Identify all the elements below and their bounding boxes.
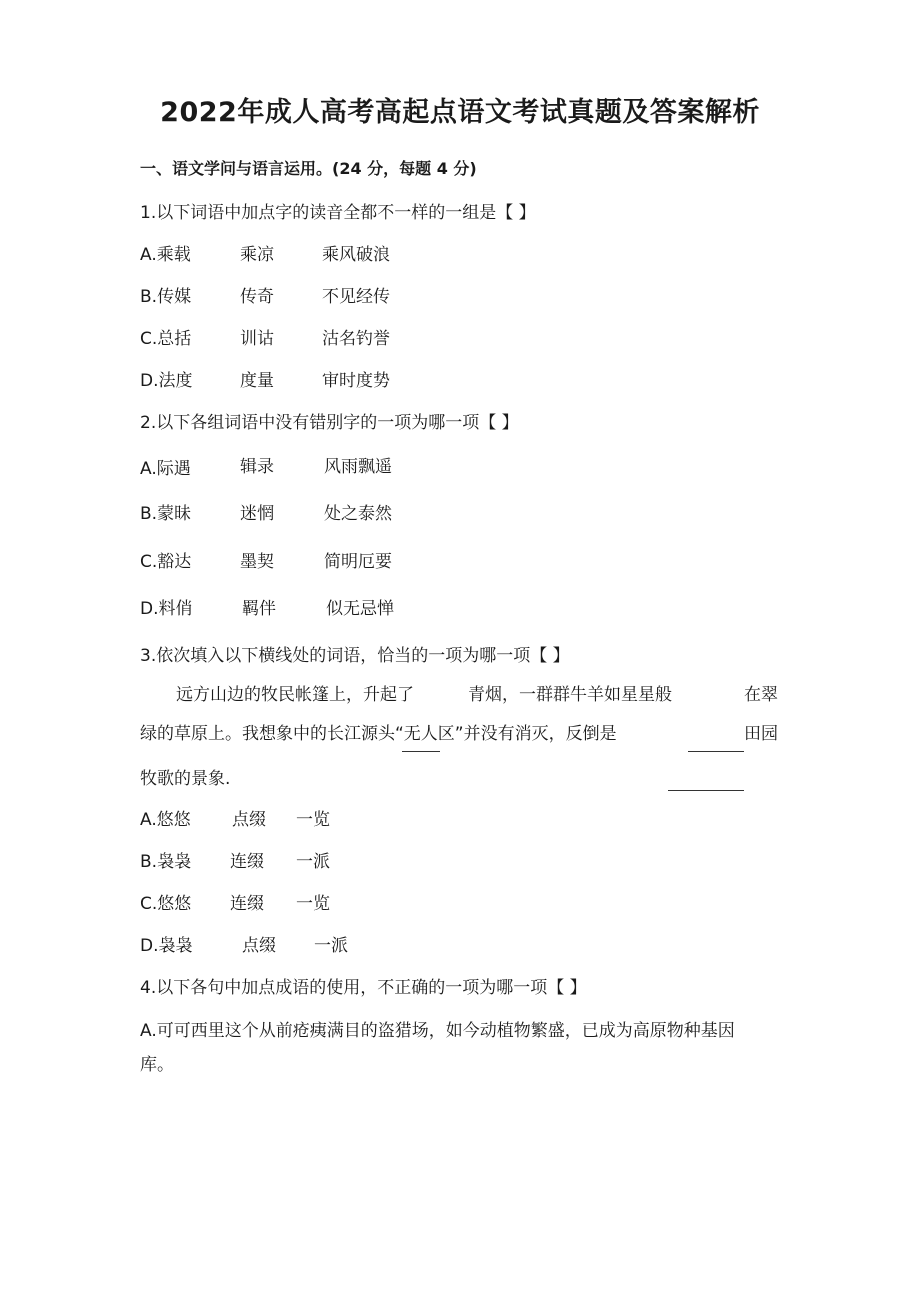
q3-option-c-label: C.悠悠 [140, 894, 192, 914]
question-1-stem: 1.以下词语中加点字的读音全都不一样的一组是【 】 [140, 203, 536, 223]
q2-option-b-label: B.蒙昧 [140, 504, 192, 524]
q3-blank-3 [668, 790, 744, 791]
question-3-stem: 3.依次填入以下横线处的词语，恰当的一项为哪一项【 】 [140, 646, 570, 666]
q3-passage-line1-part3: 在翠 [744, 685, 778, 705]
q3-option-b-label: B.袅袅 [140, 852, 192, 872]
q1-option-d-word2: 度量 [240, 371, 274, 391]
q1-option-d-label: D.法度 [140, 371, 193, 391]
question-2-stem: 2.以下各组词语中没有错别字的一项为哪一项【 】 [140, 413, 519, 433]
q3-passage-line1-part2: 青烟，一群群牛羊如星星般 [468, 685, 672, 705]
q2-option-d-word3: 似无忌惮 [326, 599, 394, 619]
q1-option-c-label: C.总括 [140, 329, 192, 349]
section-heading: 一、语文学问与语言运用。(24 分，每题 4 分) [140, 159, 477, 178]
q3-option-a-word2: 点缀 [232, 810, 266, 830]
q2-option-d-label: D.料俏 [140, 599, 193, 619]
q3-option-a-word3: 一览 [296, 810, 330, 830]
q3-option-c-word3: 一览 [296, 894, 330, 914]
q2-option-d-word2: 羁伴 [242, 599, 276, 619]
q2-option-b-word2: 迷惘 [240, 504, 274, 524]
q2-option-a-word2: 辑录 [240, 457, 274, 477]
q1-option-b-word2: 传奇 [240, 287, 274, 307]
q3-option-d-label: D.袅袅 [140, 936, 193, 956]
q2-option-b-word3: 处之泰然 [324, 504, 392, 524]
q3-passage-line3: 牧歌的景象. [140, 769, 231, 789]
q1-option-a-label: A.乘载 [140, 245, 191, 265]
q3-blank-1 [402, 751, 440, 752]
q1-option-b-word3: 不见经传 [322, 287, 390, 307]
q3-option-d-word3: 一派 [314, 936, 348, 956]
q1-option-d-word3: 审时度势 [322, 371, 390, 391]
q3-option-b-word2: 连缀 [230, 852, 264, 872]
q1-option-a-word2: 乘凉 [240, 245, 274, 265]
q2-option-c-label: C.豁达 [140, 552, 192, 572]
q1-option-c-word3: 沽名钓誉 [322, 329, 390, 349]
q2-option-c-word2: 墨契 [240, 552, 274, 572]
q3-option-a-label: A.悠悠 [140, 810, 191, 830]
q3-option-c-word2: 连缀 [230, 894, 264, 914]
q3-passage-line2-part2: 田园 [744, 724, 778, 744]
q2-option-c-word3: 简明厄要 [324, 552, 392, 572]
q1-option-a-word3: 乘风破浪 [322, 245, 390, 265]
q3-passage-line2-part1: 绿的草原上。我想象中的长江源头“无人区”并没有消灭，反倒是 [140, 724, 617, 744]
page-title: 2022年成人高考高起点语文考试真题及答案解析 [160, 97, 760, 128]
q4-option-a-line2: 库。 [140, 1055, 174, 1075]
question-4-stem: 4.以下各句中加点成语的使用，不正确的一项为哪一项【 】 [140, 978, 587, 998]
q4-option-a-line1: A.可可西里这个从前疮痍满目的盗猎场，如今动植物繁盛，已成为高原物种基因 [140, 1021, 735, 1041]
q1-option-c-word2: 训诂 [240, 329, 274, 349]
q1-option-b-label: B.传媒 [140, 287, 192, 307]
q2-option-a-word3: 风雨飘遥 [324, 457, 392, 477]
q3-option-b-word3: 一派 [296, 852, 330, 872]
q3-passage-line1-part1: 远方山边的牧民帐篷上，升起了 [176, 685, 414, 705]
q3-option-d-word2: 点缀 [242, 936, 276, 956]
q2-option-a-label: A.际遇 [140, 459, 191, 479]
q3-blank-2 [688, 751, 744, 752]
